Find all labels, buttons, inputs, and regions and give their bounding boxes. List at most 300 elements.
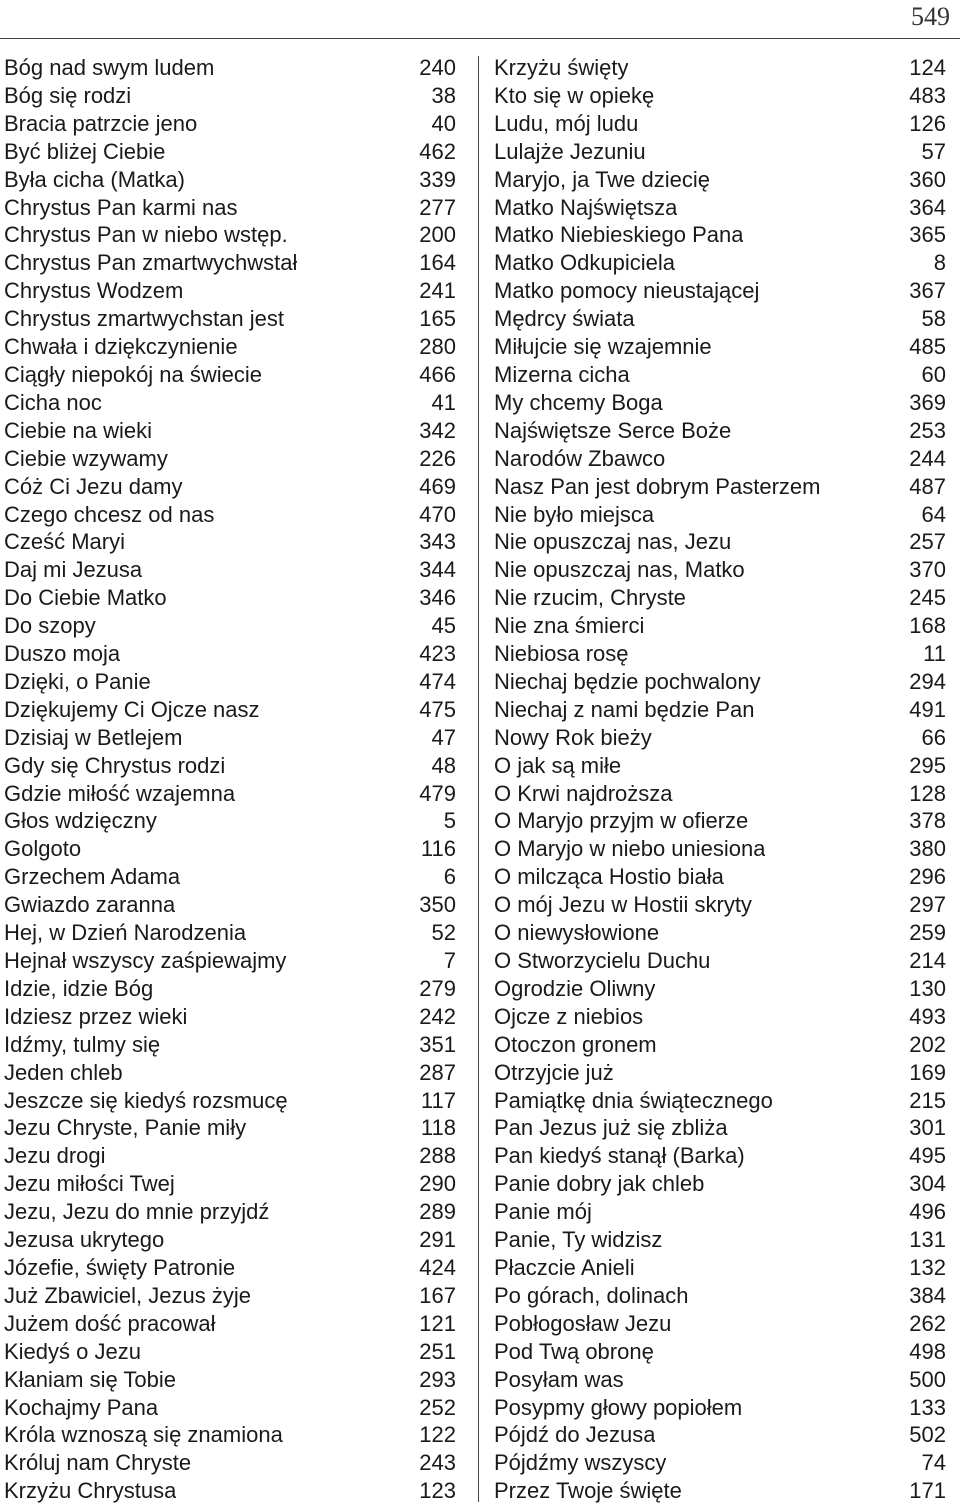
entry-page-number: 384 [909, 1282, 946, 1308]
entry-page-number: 479 [419, 780, 456, 806]
entry-title: Już Zbawiciel, Jezus żyje [4, 1282, 251, 1308]
entry-page-number: 496 [909, 1199, 946, 1225]
entry-page-number: 240 [419, 55, 456, 80]
index-entry [494, 1477, 946, 1505]
entry-title: Posyłam was [494, 1366, 624, 1392]
entry-page-number: 294 [909, 668, 946, 694]
entry-page-number: 48 [431, 752, 456, 778]
index-entry [4, 1142, 456, 1170]
page-number: 549 [911, 2, 950, 31]
entry-title: Dziękujemy Ci Ojcze nasz [4, 696, 260, 722]
entry-title: Matko Odkupiciela [494, 250, 675, 276]
index-entry [494, 1449, 946, 1477]
entry-page-number: 5 [443, 808, 456, 834]
entry-page-number: 293 [419, 1366, 456, 1392]
index-entry [4, 780, 456, 808]
entry-title: Nie opuszczaj nas, Matko [494, 557, 745, 583]
index-entry [494, 110, 946, 138]
entry-title: Otrzyjcie już [494, 1059, 614, 1085]
entry-page-number: 498 [909, 1338, 946, 1364]
entry-title: Cicha noc [4, 389, 102, 415]
index-entry [494, 1142, 946, 1170]
header-rule [0, 38, 960, 39]
entry-page-number: 423 [419, 641, 456, 667]
entry-title: Bóg się rodzi [4, 82, 132, 108]
entry-title: Niechaj będzie pochwalony [494, 668, 761, 694]
entry-page-number: 60 [921, 361, 946, 387]
entry-title: Ojcze z niebios [494, 1003, 644, 1029]
entry-page-number: 243 [419, 1450, 456, 1476]
entry-page-number: 122 [419, 1422, 456, 1448]
entry-page-number: 280 [419, 334, 456, 360]
entry-page-number: 132 [909, 1254, 946, 1280]
index-column-right [494, 54, 946, 1505]
entry-title: Nasz Pan jest dobrym Pasterzem [494, 473, 821, 499]
index-entry [4, 1003, 456, 1031]
index-entry [494, 1226, 946, 1254]
index-entry [494, 305, 946, 333]
entry-page-number: 279 [419, 975, 456, 1001]
index-entry [4, 1449, 456, 1477]
entry-title: Po górach, dolinach [494, 1282, 689, 1308]
entry-page-number: 242 [419, 1003, 456, 1029]
index-entry [4, 947, 456, 975]
entry-title: Bóg nad swym ludem [4, 55, 215, 80]
index-entry [4, 584, 456, 612]
entry-title: Bracia patrzcie jeno [4, 110, 198, 136]
index-entry [494, 1170, 946, 1198]
entry-page-number: 40 [431, 110, 456, 136]
index-entry [494, 82, 946, 110]
entry-title: Pan Jezus już się zbliża [494, 1115, 728, 1141]
entry-page-number: 74 [921, 1450, 946, 1476]
index-entry [4, 863, 456, 891]
entry-title: Dzisiaj w Betlejem [4, 724, 183, 750]
index-entry [494, 780, 946, 808]
entry-title: Panie, Ty widzisz [494, 1227, 663, 1253]
entry-page-number: 6 [443, 864, 456, 890]
index-entry [4, 1477, 456, 1505]
index-entry [4, 277, 456, 305]
entry-title: Miłujcie się wzajemnie [494, 334, 712, 360]
entry-title: Ciebie na wieki [4, 417, 152, 443]
entry-page-number: 128 [909, 780, 946, 806]
entry-title: Cóż Ci Jezu damy [4, 473, 183, 499]
index-entry [4, 891, 456, 919]
index-entry [4, 752, 456, 780]
entry-title: My chcemy Boga [494, 389, 663, 415]
entry-title: Nie rzucim, Chryste [494, 585, 686, 611]
index-entry [4, 1087, 456, 1115]
entry-page-number: 257 [909, 529, 946, 555]
index-entry [494, 1394, 946, 1422]
entry-title: Ogrodzie Oliwny [494, 975, 656, 1001]
index-entry [494, 501, 946, 529]
index-entry [494, 194, 946, 222]
entry-page-number: 367 [909, 278, 946, 304]
entry-page-number: 462 [419, 138, 456, 164]
index-entry [4, 82, 456, 110]
index-entry [4, 1226, 456, 1254]
entry-title: Nie zna śmierci [494, 613, 645, 639]
index-entry [494, 835, 946, 863]
entry-title: Kiedyś o Jezu [4, 1338, 141, 1364]
entry-title: Mizerna cicha [494, 361, 630, 387]
entry-page-number: 369 [909, 389, 946, 415]
entry-page-number: 466 [419, 361, 456, 387]
entry-title: Ciągły niepokój na świecie [4, 361, 263, 387]
index-entry [4, 975, 456, 1003]
entry-page-number: 360 [909, 166, 946, 192]
index-entry [494, 1310, 946, 1338]
entry-title: Dzięki, o Panie [4, 668, 151, 694]
entry-title: Kochajmy Pana [4, 1394, 159, 1420]
index-entry [494, 556, 946, 584]
entry-page-number: 11 [923, 641, 946, 667]
index-entry [494, 584, 946, 612]
index-entry [4, 1254, 456, 1282]
entry-page-number: 66 [921, 724, 946, 750]
entry-title: Nie było miejsca [494, 501, 655, 527]
entry-title: Pamiątkę dnia świątecznego [494, 1087, 773, 1113]
index-entry [4, 1394, 456, 1422]
entry-page-number: 485 [909, 334, 946, 360]
index-entry [494, 528, 946, 556]
entry-page-number: 502 [909, 1422, 946, 1448]
entry-title: Chrystus Wodzem [4, 278, 184, 304]
entry-title: Najświętsze Serce Boże [494, 417, 732, 443]
entry-page-number: 487 [909, 473, 946, 499]
index-entry [494, 1198, 946, 1226]
entry-page-number: 116 [420, 836, 456, 862]
index-entry [4, 612, 456, 640]
entry-page-number: 491 [909, 696, 946, 722]
entry-page-number: 495 [909, 1143, 946, 1169]
entry-title: Krzyżu święty [494, 55, 629, 80]
index-entry [4, 835, 456, 863]
entry-page-number: 252 [419, 1394, 456, 1420]
entry-title: Czego chcesz od nas [4, 501, 215, 527]
entry-page-number: 365 [909, 222, 946, 248]
entry-title: Jużem dość pracował [4, 1310, 216, 1336]
entry-title: Do szopy [4, 613, 96, 639]
entry-title: Krzyżu Chrystusa [4, 1478, 177, 1504]
index-entry [494, 445, 946, 473]
entry-page-number: 289 [419, 1199, 456, 1225]
entry-page-number: 58 [921, 306, 946, 332]
entry-page-number: 45 [431, 613, 456, 639]
index-entry [4, 919, 456, 947]
entry-page-number: 290 [419, 1171, 456, 1197]
entry-title: Gdzie miłość wzajemna [4, 780, 236, 806]
index-entry [494, 1059, 946, 1087]
index-entry [4, 249, 456, 277]
entry-title: Jezu, Jezu do mnie przyjdź [4, 1199, 270, 1225]
entry-title: Narodów Zbawco [494, 445, 666, 471]
entry-title: Hej, w Dzień Narodzenia [4, 920, 247, 946]
entry-title: Pójdź do Jezusa [494, 1422, 656, 1448]
entry-title: Niebiosa rosę [494, 641, 629, 667]
entry-page-number: 296 [909, 864, 946, 890]
index-entry [494, 389, 946, 417]
entry-page-number: 378 [909, 808, 946, 834]
entry-title: Ludu, mój ludu [494, 110, 639, 136]
entry-title: Grzechem Adama [4, 864, 181, 890]
entry-page-number: 474 [419, 668, 456, 694]
entry-page-number: 165 [419, 306, 456, 332]
entry-title: Jezu miłości Twej [4, 1171, 175, 1197]
index-entry [494, 640, 946, 668]
entry-page-number: 301 [909, 1115, 946, 1141]
index-entry [494, 1421, 946, 1449]
index-entry [494, 752, 946, 780]
entry-page-number: 259 [909, 920, 946, 946]
entry-page-number: 123 [419, 1478, 456, 1504]
entry-title: Do Ciebie Matko [4, 585, 167, 611]
index-entry [4, 1031, 456, 1059]
entry-page-number: 133 [909, 1394, 946, 1420]
entry-title: Gwiazdo zaranna [4, 892, 176, 918]
index-entry [494, 863, 946, 891]
entry-page-number: 253 [909, 417, 946, 443]
entry-title: Matko pomocy nieustającej [494, 278, 760, 304]
entry-title: O niewysłowione [494, 920, 660, 946]
entry-page-number: 288 [419, 1143, 456, 1169]
entry-title: Nowy Rok bieży [494, 724, 652, 750]
entry-title: Matko Najświętsza [494, 194, 678, 220]
index-entry [4, 1170, 456, 1198]
entry-title: Pan kiedyś stanął (Barka) [494, 1143, 745, 1169]
entry-page-number: 424 [419, 1254, 456, 1280]
entry-title: Chrystus zmartwychstan jest [4, 306, 284, 332]
index-entry [494, 1114, 946, 1142]
index-entry [4, 1366, 456, 1394]
entry-title: Nie opuszczaj nas, Jezu [494, 529, 732, 555]
entry-page-number: 121 [419, 1310, 456, 1336]
index-entry [494, 277, 946, 305]
entry-title: Jezu drogi [4, 1143, 106, 1169]
entry-page-number: 117 [420, 1087, 456, 1113]
index-entry [4, 556, 456, 584]
entry-title: Chrystus Pan zmartwychwstał [4, 250, 298, 276]
entry-page-number: 241 [419, 278, 456, 304]
entry-title: Pójdźmy wszyscy [494, 1450, 667, 1476]
entry-page-number: 262 [909, 1310, 946, 1336]
index-entry [4, 361, 456, 389]
index-entry [494, 1282, 946, 1310]
entry-page-number: 41 [431, 389, 456, 415]
index-entry [4, 1059, 456, 1087]
index-entry [4, 640, 456, 668]
entry-title: Przez Twoje święte [494, 1478, 682, 1504]
entry-page-number: 342 [419, 417, 456, 443]
entry-page-number: 469 [419, 473, 456, 499]
entry-title: Niechaj z nami będzie Pan [494, 696, 755, 722]
entry-page-number: 245 [909, 585, 946, 611]
entry-title: Otoczon gronem [494, 1031, 657, 1057]
index-entry [4, 445, 456, 473]
entry-page-number: 164 [419, 250, 456, 276]
entry-title: Golgoto [4, 836, 82, 862]
index-entry [4, 528, 456, 556]
index-entry [4, 194, 456, 222]
index-entry [494, 696, 946, 724]
entry-page-number: 118 [420, 1115, 456, 1141]
index-entry [494, 1366, 946, 1394]
entry-page-number: 483 [909, 82, 946, 108]
entry-title: Hejnał wszyscy zaśpiewajmy [4, 948, 287, 973]
entry-page-number: 57 [921, 138, 946, 164]
entry-page-number: 52 [431, 920, 456, 946]
entry-page-number: 200 [419, 222, 456, 248]
entry-title: Matko Niebieskiego Pana [494, 222, 744, 248]
index-entry [494, 975, 946, 1003]
entry-title: Lulajże Jezuniu [494, 138, 646, 164]
entry-page-number: 169 [909, 1059, 946, 1085]
entry-page-number: 287 [419, 1059, 456, 1085]
entry-title: Króluj nam Chryste [4, 1450, 192, 1476]
index-entry [4, 305, 456, 333]
entry-title: Idziesz przez wieki [4, 1003, 188, 1029]
entry-title: Być bliżej Ciebie [4, 138, 166, 164]
index-entry [494, 249, 946, 277]
entry-page-number: 297 [909, 892, 946, 918]
entry-page-number: 277 [419, 194, 456, 220]
entry-page-number: 475 [419, 696, 456, 722]
entry-page-number: 370 [909, 557, 946, 583]
index-entry [494, 417, 946, 445]
index-entry [494, 807, 946, 835]
index-entry [4, 668, 456, 696]
entry-page-number: 47 [431, 724, 456, 750]
index-entry [4, 1310, 456, 1338]
entry-page-number: 38 [431, 82, 456, 108]
index-entry [494, 221, 946, 249]
index-entry [4, 1338, 456, 1366]
entry-title: Jezusa ukrytego [4, 1227, 165, 1253]
index-entry [4, 1114, 456, 1142]
index-entry [4, 807, 456, 835]
entry-page-number: 251 [419, 1338, 456, 1364]
entry-page-number: 215 [909, 1087, 946, 1113]
entry-title: Głos wdzięczny [4, 808, 157, 834]
entry-title: Chrystus Pan w niebo wstęp. [4, 222, 288, 248]
entry-page-number: 202 [909, 1031, 946, 1057]
entry-page-number: 380 [909, 836, 946, 862]
entry-title: Kto się w opiekę [494, 82, 655, 108]
entry-page-number: 64 [921, 501, 946, 527]
index-entry [494, 724, 946, 752]
entry-title: Idźmy, tulmy się [4, 1031, 161, 1057]
index-entry [4, 417, 456, 445]
entry-title: O Maryjo przyjm w ofierze [494, 808, 749, 834]
index-entry [4, 54, 456, 82]
entry-title: Maryjo, ja Twe dziecię [494, 166, 711, 192]
entry-page-number: 226 [419, 445, 456, 471]
entry-title: Jeden chleb [4, 1059, 123, 1085]
entry-title: Cześć Maryi [4, 529, 126, 555]
entry-title: Chrystus Pan karmi nas [4, 194, 238, 220]
index-entry [4, 333, 456, 361]
entry-title: O Maryjo w niebo uniesiona [494, 836, 766, 862]
entry-title: Daj mi Jezusa [4, 557, 143, 583]
entry-title: Pobłogosław Jezu [494, 1310, 672, 1336]
index-entry [494, 1338, 946, 1366]
entry-page-number: 493 [909, 1003, 946, 1029]
index-entry [4, 389, 456, 417]
entry-title: Króla wznoszą się znamiona [4, 1422, 283, 1448]
entry-page-number: 339 [419, 166, 456, 192]
entry-title: Józefie, święty Patronie [4, 1254, 236, 1280]
index-entry [4, 110, 456, 138]
entry-title: O Krwi najdroższa [494, 780, 673, 806]
index-entry [494, 891, 946, 919]
index-entry [4, 1282, 456, 1310]
entry-title: O mój Jezu w Hostii skryty [494, 892, 752, 918]
entry-title: Ciebie wzywamy [4, 445, 168, 471]
entry-page-number: 244 [909, 445, 946, 471]
entry-page-number: 351 [419, 1031, 456, 1057]
entry-page-number: 344 [419, 557, 456, 583]
entry-page-number: 304 [909, 1171, 946, 1197]
entry-title: Jeszcze się kiedyś rozsmucę [4, 1087, 288, 1113]
index-entry [494, 612, 946, 640]
entry-page-number: 7 [443, 948, 456, 973]
entry-title: Mędrcy świata [494, 306, 635, 332]
index-entry [4, 696, 456, 724]
entry-title: O jak są miłe [494, 752, 622, 778]
column-divider [478, 56, 479, 1502]
entry-title: Idzie, idzie Bóg [4, 975, 154, 1001]
entry-title: Duszo moja [4, 641, 121, 667]
index-entry [4, 473, 456, 501]
entry-page-number: 350 [419, 892, 456, 918]
index-column-left [4, 54, 456, 1505]
entry-page-number: 126 [909, 110, 946, 136]
entry-page-number: 131 [909, 1227, 946, 1253]
entry-page-number: 343 [419, 529, 456, 555]
entry-title: Płaczcie Anieli [494, 1254, 635, 1280]
entry-page-number: 470 [419, 501, 456, 527]
entry-title: Kłaniam się Tobie [4, 1366, 177, 1392]
index-entry [494, 919, 946, 947]
index-entry [494, 1254, 946, 1282]
index-entry [494, 333, 946, 361]
index-entry [494, 947, 946, 975]
entry-title: Panie dobry jak chleb [494, 1171, 705, 1197]
entry-title: Gdy się Chrystus rodzi [4, 752, 226, 778]
index-entry [494, 668, 946, 696]
entry-page-number: 291 [419, 1227, 456, 1253]
entry-page-number: 346 [419, 585, 456, 611]
entry-title: Panie mój [494, 1199, 592, 1225]
index-entry [494, 138, 946, 166]
entry-title: Jezu Chryste, Panie miły [4, 1115, 247, 1141]
entry-page-number: 364 [909, 194, 946, 220]
index-entry [494, 1087, 946, 1115]
entry-title: Pod Twą obronę [494, 1338, 654, 1364]
index-entry [494, 1003, 946, 1031]
entry-title: Chwała i dziękczynienie [4, 334, 238, 360]
entry-page-number: 500 [909, 1366, 946, 1392]
entry-page-number: 130 [909, 975, 946, 1001]
index-entry [494, 473, 946, 501]
index-entry [494, 1031, 946, 1059]
entry-page-number: 171 [909, 1478, 946, 1504]
index-entry [4, 166, 456, 194]
index-entry [4, 724, 456, 752]
index-entry [494, 54, 946, 82]
